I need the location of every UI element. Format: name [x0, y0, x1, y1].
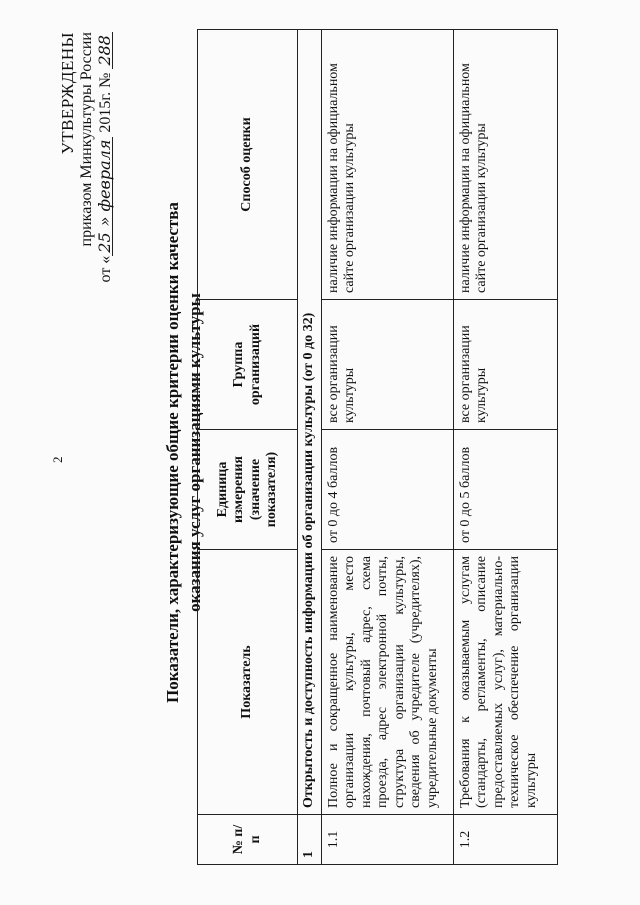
header-unit: Единица измерения (значение показателя)	[198, 430, 298, 550]
approval-stamp-block	[58, 32, 115, 282]
section-num: 1	[298, 815, 322, 865]
approval-title: УТВЕРЖДЕНЫ	[58, 32, 77, 155]
date-month-handwritten: » февраля	[97, 137, 113, 230]
table-row	[453, 30, 557, 865]
section-row	[298, 30, 322, 865]
order-number-handwritten: 288	[97, 32, 113, 69]
header-group: Группа организаций	[198, 300, 298, 430]
heading-line-1: Показатели, характеризующие общие критерии оценки качества	[163, 202, 182, 703]
date-day-handwritten: 25	[97, 229, 113, 255]
date-prefix: от «	[97, 255, 114, 283]
row-indicator: Требования к оказываемым услугам (стандарты, регламенты, описание предоставляемых услуг), материально-техническое обеспечение организации культуры	[453, 550, 557, 815]
row-unit: от 0 до 4 баллов	[321, 430, 453, 550]
table-row	[321, 30, 453, 865]
row-method: наличие информации на официальном сайте организации культуры	[453, 30, 557, 300]
section-title: Открытость и доступность информации об организации культуры (от 0 до 32)	[298, 30, 322, 815]
row-group: все организации культуры	[321, 300, 453, 430]
criteria-table	[197, 29, 558, 865]
table-header-row	[198, 30, 298, 865]
heading-line-2: оказания услуг организациями культуры	[185, 293, 204, 612]
header-indicator: Показатель	[198, 550, 298, 815]
row-method: наличие информации на официальном сайте организации культуры	[321, 30, 453, 300]
header-num: № п/п	[198, 815, 298, 865]
row-num: 1.1	[321, 815, 453, 865]
approval-date-line	[96, 32, 115, 282]
header-method: Способ оценки	[198, 30, 298, 300]
date-year: 2015г. №	[97, 72, 114, 133]
row-indicator: Полное и сокращенное наименование организации культуры, место нахождения, почтовый адрес, схема проезда, адрес электронной почты, структура организации культуры, сведения об учредителе (учредителях), учредительные документы	[321, 550, 453, 815]
page-number: 2	[50, 456, 65, 463]
approval-order-line: приказом Минкультуры России	[78, 32, 95, 247]
row-num: 1.2	[453, 815, 557, 865]
row-unit: от 0 до 5 баллов	[453, 430, 557, 550]
row-group: все организации культуры	[453, 300, 557, 430]
